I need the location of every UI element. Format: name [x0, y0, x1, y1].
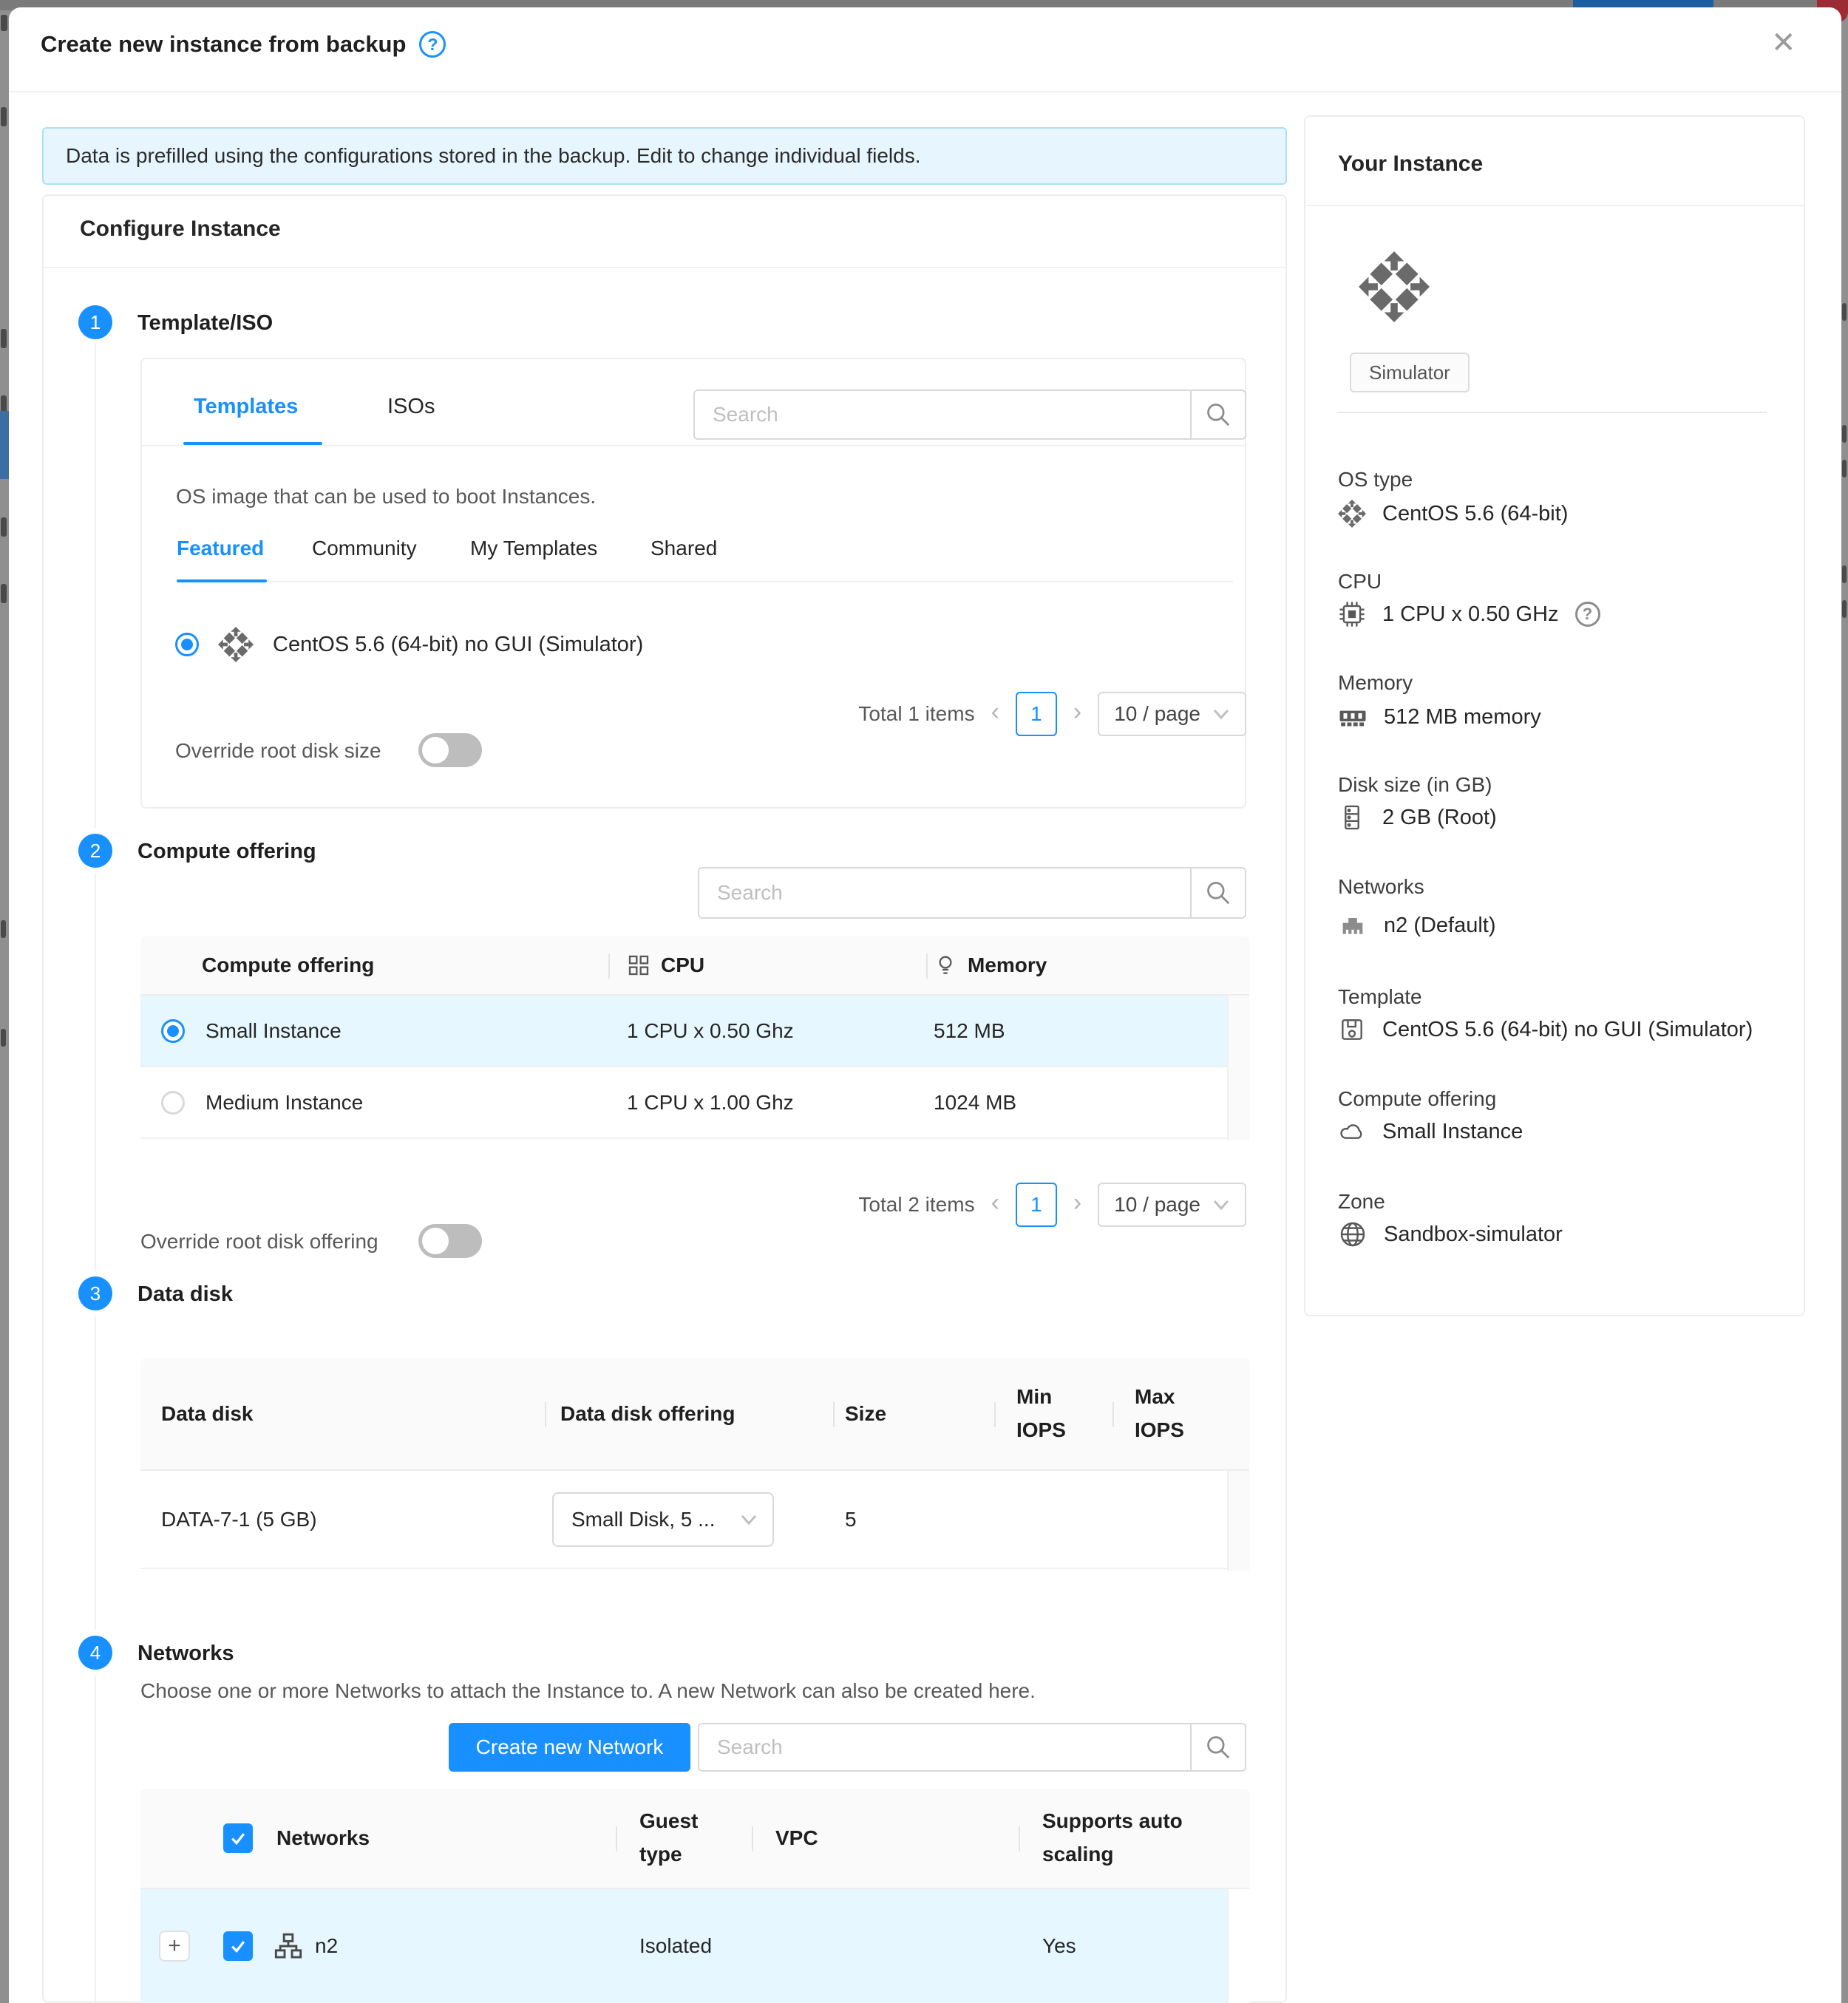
backdrop-fragment [1842, 303, 1847, 321]
info-banner [42, 127, 1287, 185]
help-icon[interactable]: ? [419, 31, 446, 58]
panel-value-disk-size [1338, 803, 1497, 832]
compute-search-input[interactable] [699, 868, 1190, 917]
page-size-value: 10 / page [1114, 702, 1200, 725]
search-button[interactable] [1190, 868, 1245, 917]
disk-offering-value: Small Disk, 5 ... [571, 1507, 716, 1531]
step-1-number: 1 [78, 305, 112, 339]
pagination-page-1[interactable]: 1 [1016, 692, 1057, 736]
column-header: VPC [775, 1826, 818, 1849]
compute-row-small-instance[interactable] [140, 996, 1227, 1067]
column-header: Supports auto scaling [1042, 1809, 1183, 1866]
offering-cpu: 1 CPU x 1.00 Ghz [627, 1090, 794, 1114]
template-option-label: CentOS 5.6 (64-bit) no GUI (Simulator) [273, 632, 644, 656]
subtab-ink-bar [177, 579, 267, 582]
column-header: Networks [276, 1826, 370, 1849]
info-banner-text: Data is prefilled using the configurations stored in the backup. Edit to change individual fields. [66, 144, 921, 167]
os-badge: Simulator [1350, 353, 1470, 392]
backdrop-fragment [1, 107, 7, 126]
panel-value-zone [1338, 1220, 1563, 1249]
column-header: Size [845, 1402, 887, 1425]
close-icon[interactable]: ✕ [1771, 27, 1796, 59]
tab-ink-bar [183, 442, 322, 445]
offering-cpu: 1 CPU x 0.50 Ghz [627, 1018, 794, 1042]
disk-icon [1338, 803, 1366, 832]
check-icon [228, 1936, 248, 1956]
centos-icon [1359, 251, 1430, 322]
panel-value-text: CentOS 5.6 (64-bit) no GUI (Simulator) [1382, 1017, 1753, 1041]
panel-label-cpu: CPU [1338, 570, 1382, 593]
table-scrollbar[interactable] [1227, 996, 1249, 1140]
step-4-label: Networks [137, 1642, 234, 1665]
ethernet-icon [1338, 911, 1368, 940]
networks-search[interactable] [698, 1723, 1246, 1772]
header-divider [9, 91, 1841, 92]
create-network-button[interactable]: Create new Network [449, 1723, 690, 1772]
column-divider [926, 953, 928, 979]
subtab-my-templates[interactable]: My Templates [470, 537, 598, 560]
override-root-disk-size-label: Override root disk size [175, 739, 381, 762]
panel-label-compute-offering: Compute offering [1338, 1087, 1497, 1110]
step-2-label: Compute offering [137, 840, 316, 863]
chevron-down-icon [1212, 707, 1230, 721]
offering-name: Medium Instance [205, 1090, 364, 1114]
your-instance-title: Your Instance [1338, 152, 1484, 176]
configure-title: Configure Instance [80, 217, 281, 241]
tab-isos[interactable]: ISOs [387, 395, 435, 418]
subtab-featured[interactable]: Featured [177, 537, 265, 560]
panel-value-text: Sandbox-simulator [1384, 1222, 1563, 1246]
tabs-divider [142, 445, 1245, 446]
subtab-community[interactable]: Community [312, 537, 417, 560]
subtabs-divider [177, 581, 1233, 582]
search-icon [1204, 1733, 1232, 1761]
row-radio[interactable] [161, 1019, 185, 1043]
step-1-label: Template/ISO [137, 311, 274, 335]
panel-value-text: 2 GB (Root) [1382, 805, 1497, 829]
network-guest-type: Isolated [639, 1934, 713, 1957]
panel-divider [1338, 412, 1767, 413]
networks-table-header [140, 1789, 1249, 1889]
networks-description: Choose one or more Networks to attach the Instance to. A new Network can also be created here. [140, 1679, 1036, 1702]
panel-value-text: Small Instance [1382, 1119, 1523, 1143]
data-disk-name: DATA-7-1 (5 GB) [161, 1507, 317, 1531]
step-connector [95, 1676, 96, 2003]
column-divider [833, 1402, 835, 1427]
search-button[interactable] [1190, 391, 1245, 438]
backdrop-fragment [1842, 460, 1847, 477]
step-connector [95, 344, 96, 828]
column-divider [994, 1402, 996, 1427]
override-root-disk-offering-label: Override root disk offering [140, 1230, 378, 1253]
column-divider [608, 953, 610, 979]
data-disk-table [140, 1358, 1249, 1569]
sitemap-icon [274, 1931, 303, 1961]
column-header: Memory [968, 953, 1047, 976]
backdrop-fragment [1, 584, 7, 603]
column-header: Data disk offering [560, 1402, 736, 1425]
table-scrollbar[interactable] [1227, 1889, 1249, 2003]
panel-value-networks [1338, 911, 1496, 940]
compute-offering-table [140, 936, 1249, 1139]
chevron-down-icon [1212, 1198, 1230, 1211]
panel-value-text: CentOS 5.6 (64-bit) [1382, 501, 1569, 526]
search-button[interactable] [1190, 1724, 1245, 1770]
panel-label-os-type: OS type [1338, 468, 1413, 491]
compute-search[interactable] [698, 867, 1246, 919]
modal-header [41, 31, 446, 58]
backdrop-fragment [1, 920, 6, 938]
backdrop-fragment [1, 517, 7, 537]
backdrop-fragment [1, 15, 7, 31]
configure-title-divider [44, 267, 1285, 268]
step-2-number: 2 [78, 834, 112, 868]
page-size-select[interactable] [1098, 692, 1246, 736]
step-3-number: 3 [78, 1276, 112, 1310]
panel-label-template: Template [1338, 985, 1422, 1008]
page-size-select[interactable] [1098, 1183, 1246, 1227]
override-root-disk-offering-toggle[interactable] [418, 1224, 482, 1258]
instance-logo [1359, 251, 1430, 322]
pagination-total: Total 1 items [858, 702, 975, 725]
data-disk-table-header [140, 1358, 1249, 1471]
pagination-total: Total 2 items [858, 1193, 975, 1216]
network-auto-scaling: Yes [1042, 1934, 1076, 1957]
panel-value-text: 512 MB memory [1384, 704, 1541, 729]
offering-name: Small Instance [205, 1018, 342, 1042]
panel-label-disk-size: Disk size (in GB) [1338, 773, 1492, 796]
pagination-page-1[interactable]: 1 [1016, 1183, 1057, 1227]
data-disk-row [140, 1471, 1227, 1569]
panel-label-zone: Zone [1338, 1190, 1385, 1213]
modal-title: Create new instance from backup [41, 31, 407, 57]
select-all-checkbox[interactable] [223, 1823, 253, 1853]
cpu-help-icon[interactable]: ? [1575, 602, 1600, 627]
panel-value-text: 1 CPU x 0.50 GHz [1382, 602, 1559, 626]
column-header: Min IOPS [1016, 1385, 1066, 1441]
tab-templates[interactable]: Templates [194, 395, 299, 418]
column-header: Data disk [161, 1402, 254, 1425]
panel-value-template [1338, 1016, 1753, 1044]
disk-offering-select[interactable] [552, 1492, 774, 1547]
check-icon [228, 1829, 248, 1848]
offering-memory: 1024 MB [934, 1090, 1017, 1114]
template-option[interactable] [175, 627, 643, 662]
backdrop-fragment [1, 329, 7, 348]
chevron-left-icon[interactable]: ‹ [991, 1188, 999, 1217]
backdrop-selected-menu [0, 411, 9, 479]
page-size-value: 10 / page [1114, 1193, 1200, 1216]
override-root-disk-size-toggle[interactable] [418, 733, 482, 767]
chevron-left-icon[interactable]: ‹ [991, 698, 999, 726]
bulb-icon [934, 953, 957, 977]
compute-row-medium-instance[interactable] [140, 1067, 1227, 1139]
backdrop-fragment [1842, 600, 1847, 618]
column-header: Max IOPS [1135, 1385, 1184, 1441]
disk-size-value: 5 [845, 1507, 857, 1531]
centos-icon [1338, 500, 1366, 528]
table-scrollbar[interactable] [1227, 1471, 1249, 1571]
chevron-right-icon[interactable]: › [1073, 698, 1082, 726]
compute-table-header [140, 936, 1249, 996]
column-header: CPU [661, 953, 705, 976]
backdrop-fragment [1842, 565, 1847, 583]
template-pagination [858, 692, 1246, 736]
cpu-grid-icon [627, 953, 650, 977]
column-divider [1112, 1402, 1114, 1427]
offering-memory: 512 MB [934, 1018, 1005, 1042]
cloud-icon [1338, 1118, 1366, 1146]
panel-value-cpu [1338, 600, 1600, 628]
panel-value-os-type [1338, 500, 1568, 528]
backdrop-fragment [1842, 425, 1847, 443]
search-icon [1204, 879, 1232, 907]
expand-row-button[interactable]: + [159, 1931, 190, 1962]
memory-icon [1338, 702, 1368, 732]
template-description: OS image that can be used to boot Instances. [176, 485, 597, 508]
chevron-right-icon[interactable]: › [1073, 1188, 1082, 1217]
column-divider [752, 1826, 753, 1851]
column-header: Guest type [639, 1809, 699, 1866]
compute-pagination [858, 1183, 1246, 1227]
your-instance-title-divider [1305, 205, 1804, 206]
backdrop-fragment [1, 1029, 6, 1047]
step-3-label: Data disk [137, 1282, 233, 1306]
panel-label-memory: Memory [1338, 671, 1413, 694]
template-radio[interactable] [175, 633, 199, 656]
network-checkbox[interactable] [223, 1931, 253, 1961]
cpu-icon [1338, 600, 1366, 628]
template-search[interactable] [693, 390, 1246, 440]
network-name: n2 [315, 1934, 339, 1957]
network-row-n2[interactable] [140, 1889, 1227, 2003]
column-header: Compute offering [202, 953, 375, 976]
globe-icon [1338, 1220, 1368, 1249]
panel-value-compute-offering [1338, 1118, 1523, 1146]
template-search-input[interactable] [695, 391, 1190, 438]
column-divider [545, 1402, 546, 1427]
column-divider [1019, 1826, 1020, 1851]
networks-search-input[interactable] [699, 1724, 1190, 1770]
template-icon [1338, 1016, 1366, 1044]
step-connector [95, 1316, 96, 1630]
chevron-down-icon [740, 1513, 758, 1526]
panel-label-networks: Networks [1338, 875, 1424, 898]
row-radio[interactable] [161, 1091, 185, 1115]
centos-icon [218, 627, 254, 662]
networks-table [140, 1789, 1249, 2003]
subtab-shared[interactable]: Shared [650, 537, 718, 560]
panel-value-text: n2 (Default) [1384, 913, 1496, 937]
panel-value-memory [1338, 702, 1541, 732]
step-connector [95, 874, 96, 1271]
step-4-number: 4 [78, 1636, 112, 1670]
column-divider [616, 1826, 617, 1851]
search-icon [1204, 401, 1232, 429]
